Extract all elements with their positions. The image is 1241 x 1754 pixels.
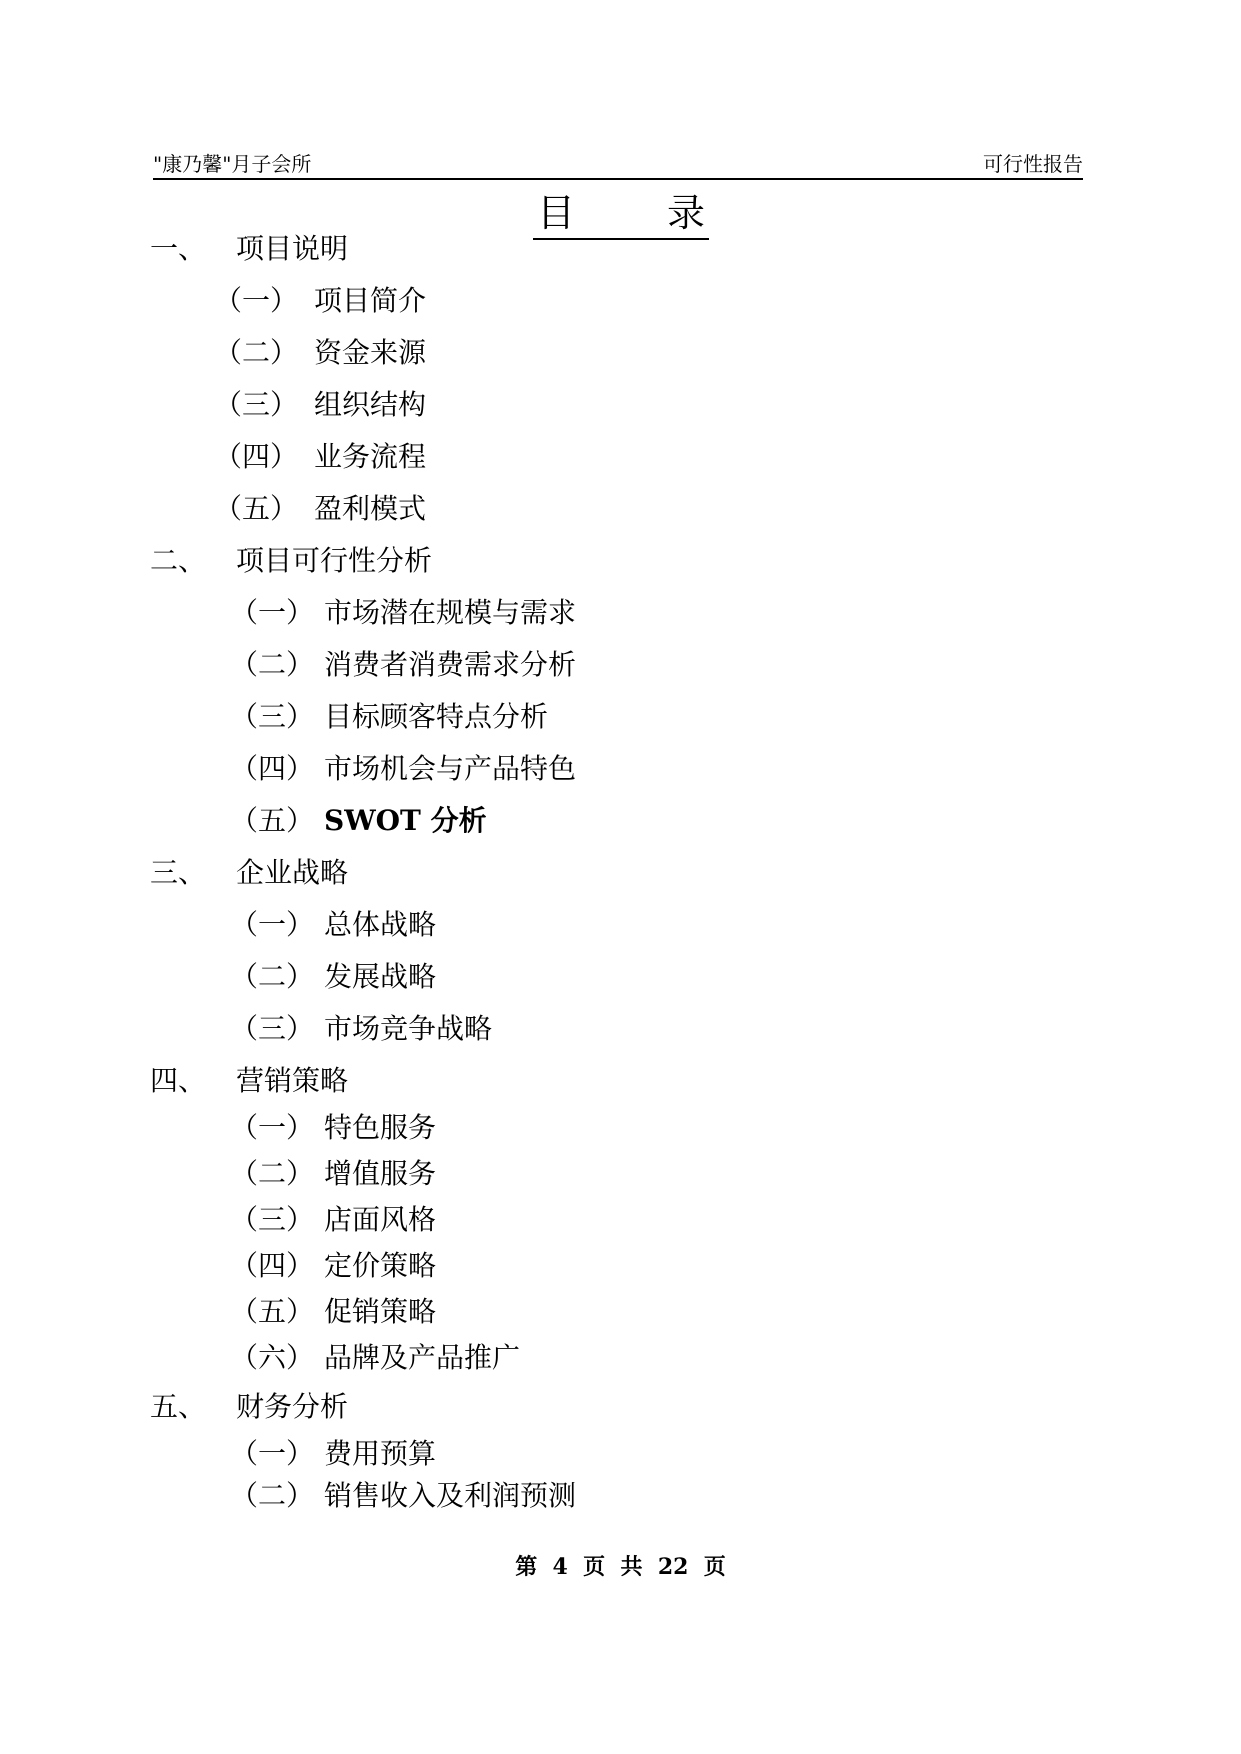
toc-subsection-number: （六） xyxy=(230,1341,315,1374)
toc-subsection-title: 品牌及产品推广 xyxy=(324,1341,521,1374)
toc-subsection-number: （四） xyxy=(230,1249,315,1282)
toc-subsection-number: （二） xyxy=(230,1157,315,1190)
toc-subsection-number: （四） xyxy=(230,752,315,785)
toc-section-title: 项目可行性分析 xyxy=(236,544,433,577)
title-char-right: 录 xyxy=(666,191,705,235)
toc-subsection-title: 市场机会与产品特色 xyxy=(324,752,577,785)
toc-section-number: 三、 xyxy=(150,856,207,889)
title-char-left: 目 xyxy=(537,191,576,235)
toc-subsection-title: 促销策略 xyxy=(324,1295,437,1328)
toc-subsection-title: 盈利模式 xyxy=(314,492,427,525)
toc-subsection-title: 定价策略 xyxy=(324,1249,437,1282)
header-company-name: "康乃馨"月子会所 xyxy=(153,152,312,176)
toc-subsection-title: 目标顾客特点分析 xyxy=(324,700,549,733)
toc-subsection-title: 市场竞争战略 xyxy=(324,1012,493,1045)
toc-subsection-title: 费用预算 xyxy=(324,1437,437,1470)
page-footer: 第 4 页 共 22 页 xyxy=(515,1554,726,1580)
toc-subsection-title: 市场潜在规模与需求 xyxy=(324,596,577,629)
header-document-type: 可行性报告 xyxy=(983,152,1083,176)
toc-subsection-number: （四） xyxy=(214,440,299,473)
toc-subsection-number: （一） xyxy=(230,1437,315,1470)
toc-subsection-title: 总体战略 xyxy=(324,908,437,941)
toc-subsection-number: （五） xyxy=(230,1295,315,1328)
toc-subsection-number: （一） xyxy=(214,284,299,317)
toc-subsection-number: （三） xyxy=(214,388,299,421)
toc-subsection-number: （五） xyxy=(230,804,315,837)
toc-section-number: 五、 xyxy=(150,1390,207,1423)
toc-subsection-title: 资金来源 xyxy=(314,336,427,369)
toc-subsection-number: （二） xyxy=(230,648,315,681)
toc-subsection-number: （二） xyxy=(230,1479,315,1512)
toc-subsection-number: （二） xyxy=(230,960,315,993)
toc-subsection-number: （三） xyxy=(230,1012,315,1045)
toc-section-title: 营销策略 xyxy=(236,1064,349,1097)
page-header xyxy=(153,150,1083,180)
toc-section-title: 项目说明 xyxy=(236,232,349,265)
toc-subsection-number: （一） xyxy=(230,908,315,941)
toc-subsection-title: 特色服务 xyxy=(324,1111,437,1144)
toc-section-number: 二、 xyxy=(150,544,207,577)
toc-subsection-number: （一） xyxy=(230,1111,315,1144)
toc-subsection-title: 增值服务 xyxy=(324,1157,437,1190)
toc-subsection-number: （二） xyxy=(214,336,299,369)
toc-section-number: 一、 xyxy=(150,232,207,265)
toc-section-title: 财务分析 xyxy=(236,1390,349,1423)
toc-subsection-title: 业务流程 xyxy=(314,440,427,473)
toc-subsection-title: 发展战略 xyxy=(324,960,437,993)
toc-subsection-number: （三） xyxy=(230,1203,315,1236)
toc-subsection-number: （一） xyxy=(230,596,315,629)
toc-section-number: 四、 xyxy=(150,1064,207,1097)
toc-subsection-title: 消费者消费需求分析 xyxy=(324,648,577,681)
toc-section-title: 企业战略 xyxy=(236,856,349,889)
toc-subsection-title: 销售收入及利润预测 xyxy=(324,1479,577,1512)
toc-subsection-title: SWOT 分析 xyxy=(324,804,487,837)
toc-subsection-number: （五） xyxy=(214,492,299,525)
page-title xyxy=(533,188,709,240)
toc-subsection-title: 项目简介 xyxy=(314,284,427,317)
toc-subsection-number: （三） xyxy=(230,700,315,733)
toc-subsection-title: 店面风格 xyxy=(324,1203,437,1236)
toc-subsection-title: 组织结构 xyxy=(314,388,427,421)
